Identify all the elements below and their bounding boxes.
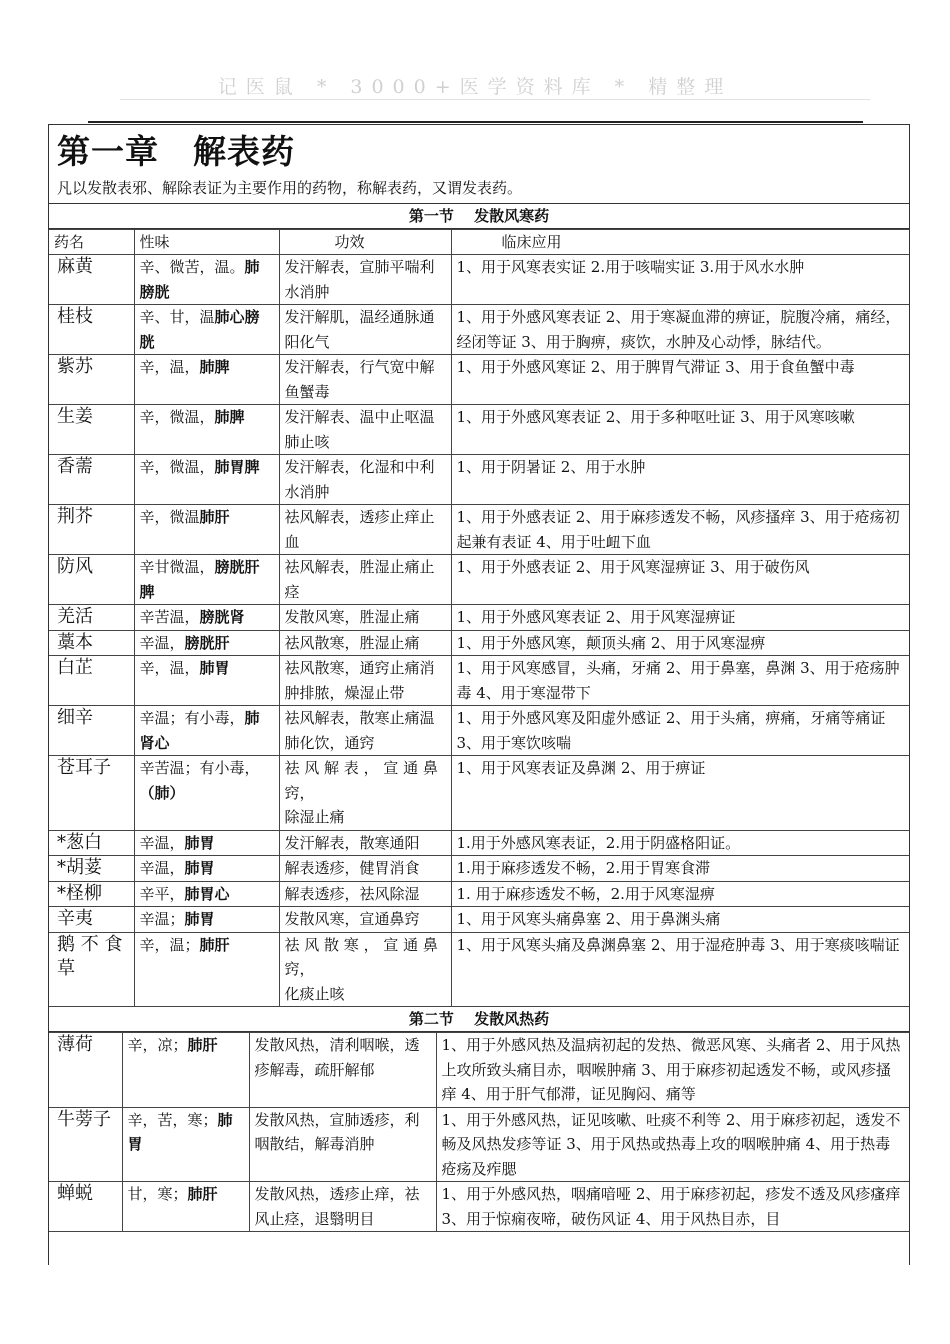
herb-name: *柽柳	[49, 881, 134, 907]
usage-cell: 1.用于麻疹透发不畅，2.用于胃寒食滞	[451, 856, 909, 882]
nature-text: 辛苦温，	[139, 608, 200, 626]
nature-cell	[122, 1182, 249, 1232]
nature-cell	[134, 405, 279, 455]
herb-table-section1	[49, 229, 909, 1007]
usage-cell: 1、用于外感风寒，颠顶头痛 2、用于风寒湿痹	[451, 630, 909, 656]
table-row	[49, 405, 909, 455]
effect-cell: 发汗解肌，温经通脉通阳化气	[279, 305, 451, 355]
chapter-title: 第一章 解表药	[57, 132, 295, 171]
meridian-text: 肺脾	[214, 408, 245, 426]
effect-cell: 发汗解表，化湿和中利水消肿	[279, 455, 451, 505]
effect-cell: 祛 风 散 寒 ， 宣 通 鼻窍， 化痰止咳	[279, 932, 451, 1007]
meridian-text: 肺膀胱	[139, 258, 260, 301]
nature-text: 辛，苦，寒；	[127, 1110, 218, 1129]
table-header-row	[49, 230, 909, 255]
column-header-nature: 性味	[134, 230, 279, 255]
nature-cell	[134, 856, 279, 882]
column-header-effect: 功效	[279, 230, 451, 255]
nature-cell	[134, 706, 279, 756]
table-row	[49, 1182, 909, 1232]
nature-cell	[134, 830, 279, 856]
table-row	[49, 305, 909, 355]
nature-cell	[134, 656, 279, 706]
usage-cell: 1、用于外感风热，证见咳嗽、吐痰不利等 2、用于麻疹初起，透发不畅及风热发疹等证 3、用于风热或热毒上攻的咽喉肿痛 4、用于热毒疮疡及痄腮	[436, 1107, 909, 1182]
effect-cell: 解表透疹，祛风除湿	[279, 881, 451, 907]
nature-text: 辛苦温；有小毒，	[139, 759, 260, 777]
effect-cell: 发汗解表，宣肺平喘利水消肿	[279, 255, 451, 305]
effect-cell: 祛风解表，透疹止痒止血	[279, 505, 451, 555]
usage-cell: 1、用于外感风热，咽痛喑哑 2、用于麻疹初起，疹发不透及风疹瘙痒 3、用于惊痫夜啼，破伤风证 4、用于风热目赤，目	[436, 1182, 909, 1232]
nature-cell	[134, 881, 279, 907]
usage-cell: 1、用于外感风寒表证 2、用于多种呕吐证 3、用于风寒咳嗽	[451, 405, 909, 455]
nature-text: 辛温，	[139, 633, 185, 652]
meridian-text: 肺胃	[184, 910, 215, 928]
usage-cell: 1、用于风寒感冒，头痛，牙痛 2、用于鼻塞，鼻渊 3、用于疮疡肿毒 4、用于寒湿带下	[451, 656, 909, 706]
nature-text: 辛温；有小毒，	[139, 709, 245, 727]
usage-cell: 1、用于外感表证 2、用于麻疹透发不畅，风疹搔痒 3、用于疮疡初起兼有表证 4、用于吐衄下血	[451, 505, 909, 555]
table-row	[49, 355, 909, 405]
nature-cell	[134, 907, 279, 933]
table-row	[49, 856, 909, 882]
nature-cell	[134, 932, 279, 1007]
nature-text: 辛温；	[139, 910, 185, 928]
table-row	[49, 756, 909, 831]
usage-cell: 1、用于外感表证 2、用于风寒湿痹证 3、用于破伤风	[451, 555, 909, 605]
nature-text: 辛，凉；	[127, 1036, 188, 1054]
effect-cell: 祛风散寒，通窍止痛消肿排脓，燥湿止带	[279, 656, 451, 706]
usage-cell: 1、用于风寒头痛鼻塞 2、用于鼻渊头痛	[451, 907, 909, 933]
usage-cell: 1、用于外感风寒及阳虚外感证 2、用于头痛，痹痛，牙痛等痛证 3、用于寒饮咳喘	[451, 706, 909, 756]
effect-cell: 发汗解表，散寒通阳	[279, 830, 451, 856]
nature-cell	[134, 555, 279, 605]
herb-name: 辛夷	[49, 907, 134, 933]
effect-cell: 发汗解表，行气宽中解鱼蟹毒	[279, 355, 451, 405]
nature-text: 辛温，	[139, 833, 185, 852]
meridian-text: 肺胃心	[184, 884, 230, 903]
usage-cell: 1、用于风寒表实证 2.用于咳喘实证 3.用于风水水肿	[451, 255, 909, 305]
column-header-name: 药名	[49, 230, 134, 255]
nature-text: 辛温，	[139, 859, 185, 877]
table-row	[49, 1033, 909, 1108]
usage-cell: 1、用于外感风寒表证 2、用于风寒湿痹证	[451, 605, 909, 631]
herb-name: 牛蒡子	[49, 1107, 122, 1182]
meridian-text: 肺肝	[199, 508, 230, 526]
herb-name: 蝉蜕	[49, 1182, 122, 1232]
herb-name: 桂枝	[49, 305, 134, 355]
nature-text: 辛、甘，温	[139, 308, 215, 326]
herb-name: 生姜	[49, 405, 134, 455]
meridian-text: 肺胃	[127, 1110, 233, 1153]
effect-cell: 发散风热，宣肺透疹，利咽散结，解毒消肿	[249, 1107, 436, 1182]
nature-cell	[134, 305, 279, 355]
herb-name: 香薷	[49, 455, 134, 505]
effect-cell: 发散风寒，胜湿止痛	[279, 605, 451, 631]
meridian-text: 肺肾心	[139, 709, 260, 752]
herb-name: 苍耳子	[49, 756, 134, 831]
usage-cell: 1、用于外感风寒证 2、用于脾胃气滞证 3、用于食鱼蟹中毒	[451, 355, 909, 405]
nature-text: 辛、微苦，温。	[139, 258, 245, 276]
column-header-usage: 临床应用	[451, 230, 909, 255]
nature-text: 辛，温，	[139, 659, 200, 677]
nature-text: 辛，温；	[139, 935, 200, 954]
herb-name: 麻黄	[49, 255, 134, 305]
effect-cell: 解表透疹，健胃消食	[279, 856, 451, 882]
nature-text: 甘，寒；	[127, 1185, 188, 1203]
meridian-text: 肺脾	[199, 358, 230, 376]
usage-cell: 1、用于外感风寒表证 2、用于寒凝血滞的痹证，脘腹冷痛，痛经，经闭等证 3、用于胸痹，痰饮，水肿及心动悸，脉结代。	[451, 305, 909, 355]
herb-name: *胡荽	[49, 856, 134, 882]
nature-cell	[122, 1033, 249, 1108]
usage-cell: 1. 用于麻疹透发不畅，2.用于风寒湿痹	[451, 881, 909, 907]
table-row	[49, 505, 909, 555]
nature-text: 辛，微温	[139, 508, 200, 526]
table-row	[49, 881, 909, 907]
meridian-text: 肺胃	[199, 659, 230, 677]
header-rule	[88, 121, 863, 123]
meridian-text: 肺胃	[184, 833, 215, 852]
nature-cell	[134, 605, 279, 631]
meridian-text: 肺心膀胱	[139, 308, 260, 351]
table-row	[49, 907, 909, 933]
meridian-text: 肺胃	[184, 859, 215, 877]
effect-cell: 祛 风 解 表 ， 宣 通 鼻窍， 除湿止痛	[279, 756, 451, 831]
usage-cell: 1.用于外感风寒表证，2.用于阴盛格阳证。	[451, 830, 909, 856]
meridian-text: （肺）	[139, 783, 185, 802]
table-row	[49, 830, 909, 856]
nature-cell	[134, 756, 279, 831]
meridian-text: 膀胱肝脾	[139, 558, 260, 601]
section-title: 第一节 发散风寒药	[49, 204, 909, 229]
nature-cell	[134, 255, 279, 305]
effect-cell: 祛风解表，胜湿止痛止痉	[279, 555, 451, 605]
nature-cell	[122, 1107, 249, 1182]
effect-cell: 发散风寒，宣通鼻窍	[279, 907, 451, 933]
herb-name: 紫苏	[49, 355, 134, 405]
section-title: 第二节 发散风热药	[49, 1007, 909, 1032]
herb-table-section2	[49, 1032, 909, 1232]
meridian-text: 膀胱肝	[184, 633, 230, 652]
table-row	[49, 255, 909, 305]
herb-name: 羌活	[49, 605, 134, 631]
table-row	[49, 630, 909, 656]
table-row	[49, 656, 909, 706]
herb-name: 细辛	[49, 706, 134, 756]
table-row	[49, 1107, 909, 1182]
nature-text: 辛，微温，	[139, 458, 215, 476]
table-row	[49, 605, 909, 631]
meridian-text: 膀胱肾	[199, 608, 245, 626]
nature-cell	[134, 630, 279, 656]
effect-cell: 祛风散寒，胜湿止痛	[279, 630, 451, 656]
herb-name: 藁本	[49, 630, 134, 656]
usage-cell: 1、用于风寒头痛及鼻渊鼻塞 2、用于湿疮肿毒 3、用于寒痰咳喘证	[451, 932, 909, 1007]
chapter-header	[49, 125, 909, 204]
nature-text: 辛，温，	[139, 358, 200, 376]
meridian-text: 肺胃脾	[214, 458, 260, 476]
herb-name: 防风	[49, 555, 134, 605]
nature-text: 辛平，	[139, 884, 185, 903]
watermark-text: 记医鼠 * 3000+医学资料库 * 精整理	[217, 76, 733, 98]
nature-text: 辛，微温，	[139, 408, 215, 426]
document-frame	[48, 124, 910, 1265]
meridian-text: 肺肝	[187, 1036, 218, 1054]
effect-cell: 发散风热，清利咽喉，透疹解毒，疏肝解郁	[249, 1033, 436, 1108]
herb-name: *葱白	[49, 830, 134, 856]
effect-cell: 发散风热，透疹止痒，祛风止痉，退翳明目	[249, 1182, 436, 1232]
herb-name: 薄荷	[49, 1033, 122, 1108]
herb-name: 白芷	[49, 656, 134, 706]
nature-cell	[134, 355, 279, 405]
table-row	[49, 555, 909, 605]
chapter-intro: 凡以发散表邪、解除表证为主要作用的药物，称解表药，又谓发表药。	[57, 179, 523, 197]
watermark-underline	[120, 99, 870, 100]
effect-cell: 发汗解表、温中止呕温肺止咳	[279, 405, 451, 455]
usage-cell: 1、用于风寒表证及鼻渊 2、用于痹证	[451, 756, 909, 831]
effect-cell: 祛风解表，散寒止痛温肺化饮，通窍	[279, 706, 451, 756]
nature-text: 辛甘微温，	[139, 558, 215, 576]
usage-cell: 1、用于外感风热及温病初起的发热、微恶风寒、头痛者 2、用于风热上攻所致头痛目赤，咽喉肿痛 3、用于麻疹初起透发不畅，或风疹搔痒 4、用于肝气郁滞，证见胸闷、痛等	[436, 1033, 909, 1108]
table-row	[49, 706, 909, 756]
usage-cell: 1、用于阴暑证 2、用于水肿	[451, 455, 909, 505]
herb-name: 荆芥	[49, 505, 134, 555]
meridian-text: 肺肝	[199, 935, 230, 954]
nature-cell	[134, 455, 279, 505]
table-row	[49, 455, 909, 505]
table-row	[49, 932, 909, 1007]
nature-cell	[134, 505, 279, 555]
meridian-text: 肺肝	[187, 1185, 218, 1203]
herb-name: 鹅 不 食草	[49, 932, 134, 1007]
